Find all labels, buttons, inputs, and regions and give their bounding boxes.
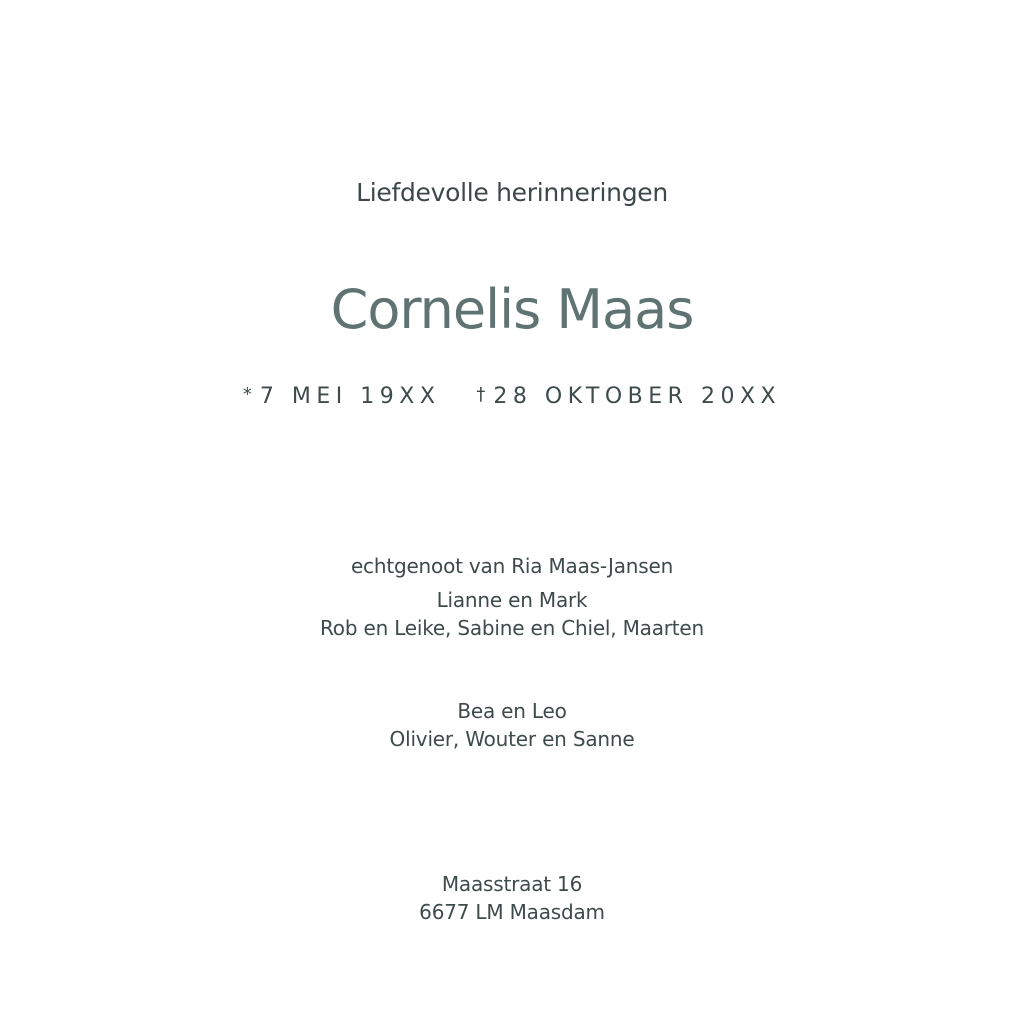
address-street: Maasstraat 16 bbox=[441, 872, 583, 896]
death-date: 28 OKTOBER 20XX bbox=[493, 384, 782, 409]
birth-symbol: * bbox=[242, 384, 252, 405]
spouse-line: echtgenoot van Ria Maas-Jansen bbox=[350, 554, 674, 578]
grandchildren-line-1: Rob en Leike, Sabine en Chiel, Maarten bbox=[319, 616, 705, 640]
death-cross-icon: † bbox=[476, 384, 486, 405]
birth-date: 7 MEI 19XX bbox=[259, 384, 441, 409]
card-heading: Liefdevolle herinneringen bbox=[356, 178, 668, 207]
children-line-1: Lianne en Mark bbox=[436, 588, 588, 612]
grandchildren-line-2: Olivier, Wouter en Sanne bbox=[389, 727, 635, 751]
deceased-name: Cornelis Maas bbox=[330, 278, 694, 341]
address-city: 6677 LM Maasdam bbox=[419, 900, 605, 924]
life-dates bbox=[0, 384, 1024, 409]
children-line-2: Bea en Leo bbox=[457, 699, 567, 723]
